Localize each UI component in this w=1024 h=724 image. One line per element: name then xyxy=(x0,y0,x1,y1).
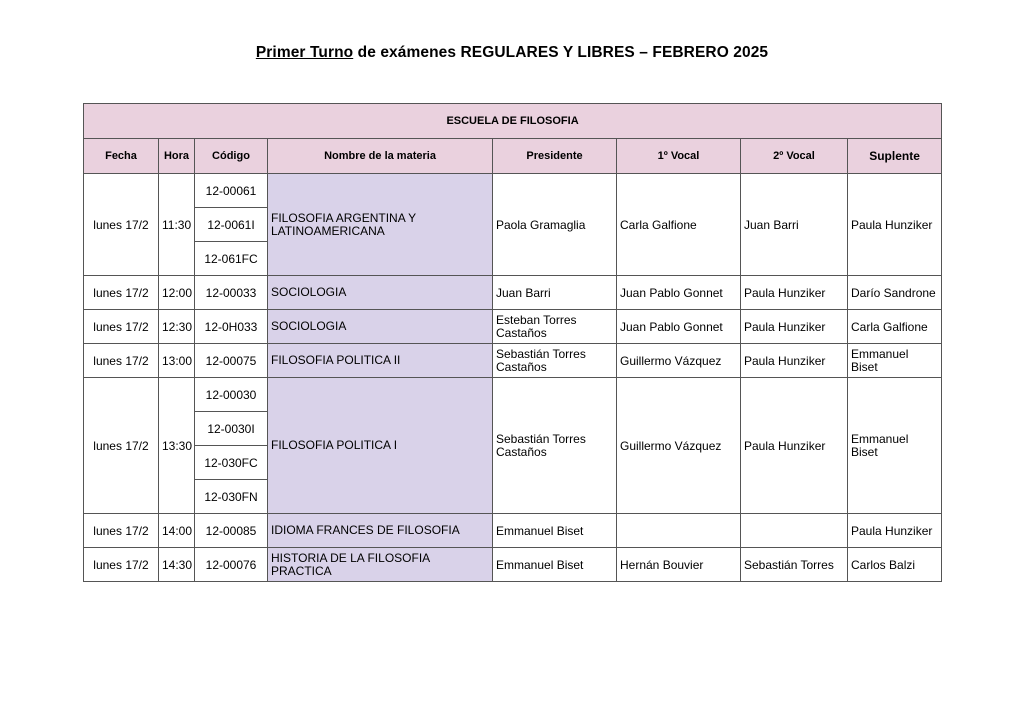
hora-cell: 13:30 xyxy=(159,378,195,514)
school-header: ESCUELA DE FILOSOFIA xyxy=(84,104,942,139)
vocal2-cell: Paula Hunziker xyxy=(741,310,848,344)
materia-cell: HISTORIA DE LA FILOSOFIA PRACTICA xyxy=(268,548,493,582)
table-row xyxy=(84,276,942,310)
materia-cell: FILOSOFIA POLITICA II xyxy=(268,344,493,378)
codigo-cell: 12-030FN xyxy=(195,480,268,514)
vocal2-cell: Paula Hunziker xyxy=(741,378,848,514)
presidente-cell: Paola Gramaglia xyxy=(493,174,617,276)
hora-cell: 14:30 xyxy=(159,548,195,582)
table-row xyxy=(84,310,942,344)
suplente-cell: Paula Hunziker xyxy=(848,174,942,276)
hora-cell: 14:00 xyxy=(159,514,195,548)
codigo-cell: 12-00085 xyxy=(195,514,268,548)
vocal1-cell: Hernán Bouvier xyxy=(617,548,741,582)
suplente-cell: Emmanuel Biset xyxy=(848,378,942,514)
vocal2-cell: Sebastián Torres xyxy=(741,548,848,582)
suplente-cell: Carlos Balzi xyxy=(848,548,942,582)
vocal1-cell: Juan Pablo Gonnet xyxy=(617,276,741,310)
col-suplente: Suplente xyxy=(848,139,942,174)
vocal2-cell: Juan Barri xyxy=(741,174,848,276)
vocal1-cell: Guillermo Vázquez xyxy=(617,344,741,378)
vocal1-cell: Carla Galfione xyxy=(617,174,741,276)
fecha-cell: lunes 17/2 xyxy=(84,276,159,310)
codigo-cell: 12-00076 xyxy=(195,548,268,582)
codigo-cell: 12-00075 xyxy=(195,344,268,378)
suplente-cell: Paula Hunziker xyxy=(848,514,942,548)
fecha-cell: lunes 17/2 xyxy=(84,310,159,344)
col-codigo: Código xyxy=(195,139,268,174)
vocal2-cell: Paula Hunziker xyxy=(741,344,848,378)
materia-cell: IDIOMA FRANCES DE FILOSOFIA xyxy=(268,514,493,548)
vocal1-cell: Juan Pablo Gonnet xyxy=(617,310,741,344)
codigo-cell: 12-00061 xyxy=(195,174,268,208)
codigo-cell: 12-061FC xyxy=(195,242,268,276)
vocal1-cell xyxy=(617,514,741,548)
table-row xyxy=(84,344,942,378)
presidente-cell: Emmanuel Biset xyxy=(493,514,617,548)
hora-cell: 11:30 xyxy=(159,174,195,276)
presidente-cell: Sebastián Torres Castaños xyxy=(493,344,617,378)
codigo-cell: 12-0030I xyxy=(195,412,268,446)
col-presidente: Presidente xyxy=(493,139,617,174)
materia-cell: FILOSOFIA POLITICA I xyxy=(268,378,493,514)
title-rest: de exámenes REGULARES Y LIBRES – FEBRERO 2025 xyxy=(353,44,769,61)
codigo-cell: 12-00033 xyxy=(195,276,268,310)
col-hora: Hora xyxy=(159,139,195,174)
fecha-cell: lunes 17/2 xyxy=(84,514,159,548)
presidente-cell: Juan Barri xyxy=(493,276,617,310)
codigo-cell: 12-0H033 xyxy=(195,310,268,344)
fecha-cell: lunes 17/2 xyxy=(84,548,159,582)
suplente-cell: Carla Galfione xyxy=(848,310,942,344)
vocal2-cell xyxy=(741,514,848,548)
page-title xyxy=(0,44,1024,62)
table-row xyxy=(84,174,942,208)
fecha-cell: lunes 17/2 xyxy=(84,378,159,514)
materia-cell: SOCIOLOGIA xyxy=(268,310,493,344)
fecha-cell: lunes 17/2 xyxy=(84,344,159,378)
table-row xyxy=(84,548,942,582)
table-row xyxy=(84,514,942,548)
codigo-cell: 12-0061I xyxy=(195,208,268,242)
presidente-cell: Emmanuel Biset xyxy=(493,548,617,582)
presidente-cell: Esteban Torres Castaños xyxy=(493,310,617,344)
column-header-row xyxy=(84,139,942,174)
col-vocal1: 1º Vocal xyxy=(617,139,741,174)
fecha-cell: lunes 17/2 xyxy=(84,174,159,276)
materia-cell: FILOSOFIA ARGENTINA Y LATINOAMERICANA xyxy=(268,174,493,276)
hora-cell: 12:00 xyxy=(159,276,195,310)
materia-cell: SOCIOLOGIA xyxy=(268,276,493,310)
suplente-cell: Darío Sandrone xyxy=(848,276,942,310)
hora-cell: 12:30 xyxy=(159,310,195,344)
vocal1-cell: Guillermo Vázquez xyxy=(617,378,741,514)
exam-schedule-table xyxy=(83,103,942,582)
col-vocal2: 2º Vocal xyxy=(741,139,848,174)
table-row xyxy=(84,378,942,412)
codigo-cell: 12-030FC xyxy=(195,446,268,480)
presidente-cell: Sebastián Torres Castaños xyxy=(493,378,617,514)
codigo-cell: 12-00030 xyxy=(195,378,268,412)
hora-cell: 13:00 xyxy=(159,344,195,378)
col-materia: Nombre de la materia xyxy=(268,139,493,174)
col-fecha: Fecha xyxy=(84,139,159,174)
vocal2-cell: Paula Hunziker xyxy=(741,276,848,310)
suplente-cell: Emmanuel Biset xyxy=(848,344,942,378)
title-turno: Primer Turno xyxy=(255,44,354,61)
